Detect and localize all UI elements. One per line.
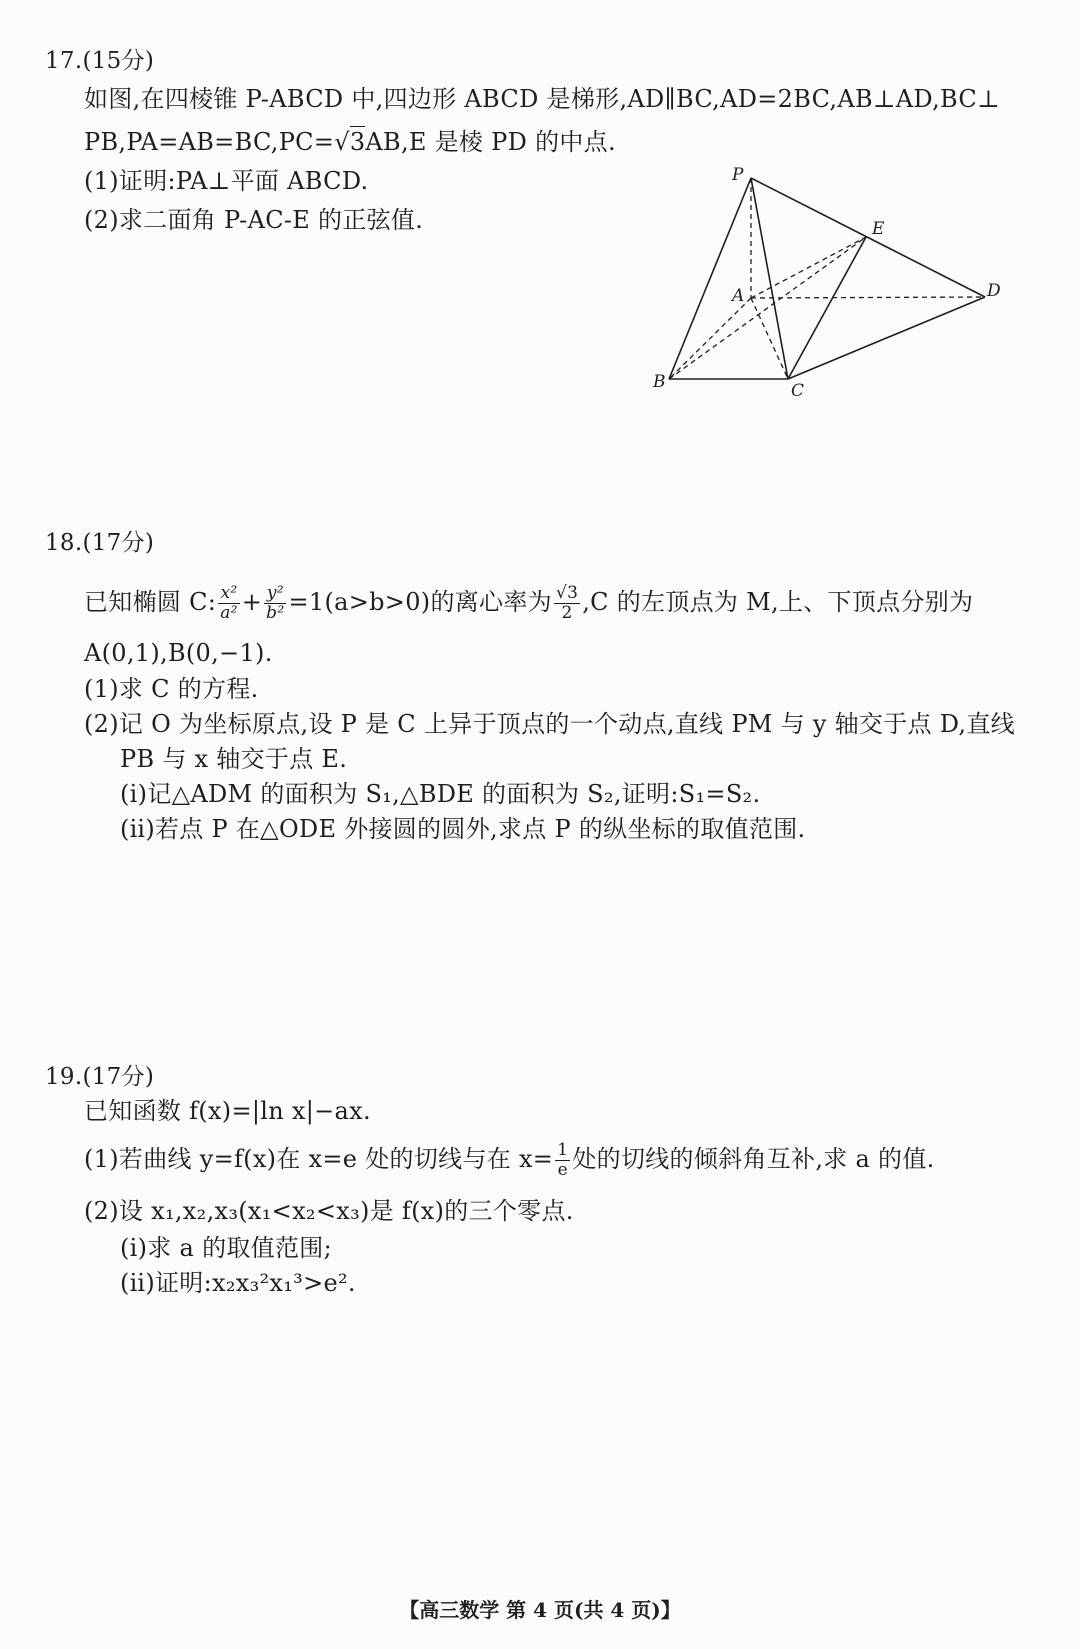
question-18-header: 18.(17分): [45, 530, 155, 556]
stem-text: =1(a>b>0)的离心率为: [288, 588, 552, 616]
question-17-stem-line1: 如图,在四棱锥 P-ABCD 中,四边形 ABCD 是梯形,AD∥BC,AD=2BC,AB⊥AD,BC⊥: [84, 85, 1000, 113]
question-19-sub1: (ⅰ)求 a 的取值范围;: [120, 1234, 332, 1262]
question-18-part2-line2: PB 与 x 轴交于点 E.: [120, 745, 348, 773]
label-D: D: [987, 281, 1001, 301]
fraction-y2-b2: [264, 584, 286, 623]
label-E: E: [872, 219, 885, 239]
stem-text: AB,E 是棱 PD 的中点.: [365, 128, 616, 156]
numerator: √3: [555, 583, 579, 603]
question-19-stem: 已知函数 f(x)=|ln x|−ax.: [84, 1097, 371, 1125]
edge-PB: [669, 178, 751, 379]
question-18-part1: (1)求 C 的方程.: [84, 675, 259, 703]
inequality-expression: ₂x₃²x₁³>e².: [225, 1269, 356, 1297]
label-C: C: [791, 381, 805, 401]
question-19-part1: [84, 1134, 935, 1184]
plus-sign: +: [241, 588, 263, 616]
numerator: y²: [264, 584, 286, 604]
denominator: a²: [220, 603, 238, 623]
question-18-stem-line1: [84, 580, 973, 624]
edge-PC: [751, 178, 788, 379]
sqrt-symbol: √: [334, 128, 350, 156]
question-19-header: 19.(17分): [45, 1064, 155, 1090]
stem-text: 已知椭圆 C:: [84, 588, 217, 616]
numerator: 1: [557, 1140, 569, 1160]
edge-AD: [751, 297, 985, 298]
fraction-sqrt3-2: [554, 584, 580, 623]
page-footer: 【高三数学 第 4 页(共 4 页)】: [399, 1598, 681, 1622]
question-17-header: 17.(15分): [45, 48, 155, 74]
stem-text: 处的切线的倾斜角互补,求 a 的值.: [572, 1145, 935, 1173]
question-18-stem-line2: A(0,1),B(0,−1).: [84, 639, 273, 667]
question-18-sub1: (ⅰ)记△ADM 的面积为 S₁,△BDE 的面积为 S₂,证明:S₁=S₂.: [120, 780, 761, 808]
segment-AC: [751, 298, 788, 379]
edge-AB: [669, 298, 751, 379]
fraction-x2-a2: [218, 584, 240, 623]
stem-text: ,C 的左顶点为 M,上、下顶点分别为: [582, 588, 974, 616]
numerator: x²: [218, 584, 240, 604]
stem-text: (1)若曲线 y=f(x)在 x=e 处的切线与在 x=: [84, 1145, 554, 1173]
stem-text: PB,PA=AB=BC,PC=: [84, 128, 335, 156]
question-18-part2-line1: (2)记 O 为坐标原点,设 P 是 C 上异于顶点的一个动点,直线 PM 与 y 轴交于点 D,直线: [84, 710, 1015, 738]
question-19-part2: (2)设 x₁,x₂,x₃(x₁<x₂<x₃)是 f(x)的三个零点.: [84, 1197, 574, 1225]
edge-CD: [788, 297, 985, 379]
question-17-part2: (2)求二面角 P-AC-E 的正弦值.: [84, 206, 424, 234]
question-19-sub2: [120, 1268, 356, 1298]
stem-text: (ⅱ)证明:x: [120, 1269, 226, 1297]
sqrt-radicand: 3: [349, 128, 366, 156]
fraction-1-e: [555, 1141, 570, 1180]
label-A: A: [732, 286, 745, 306]
pyramid-figure: [640, 160, 1060, 410]
question-17-part1: (1)证明:PA⊥平面 ABCD.: [84, 167, 369, 195]
denominator: 2: [561, 603, 573, 623]
denominator: b²: [266, 603, 285, 623]
label-P: P: [732, 165, 744, 185]
question-18-sub2: (ⅱ)若点 P 在△ODE 外接圆的圆外,求点 P 的纵坐标的取值范围.: [120, 815, 806, 843]
label-B: B: [653, 372, 666, 392]
denominator: e: [557, 1160, 568, 1180]
question-17-stem-line2: [84, 127, 616, 157]
